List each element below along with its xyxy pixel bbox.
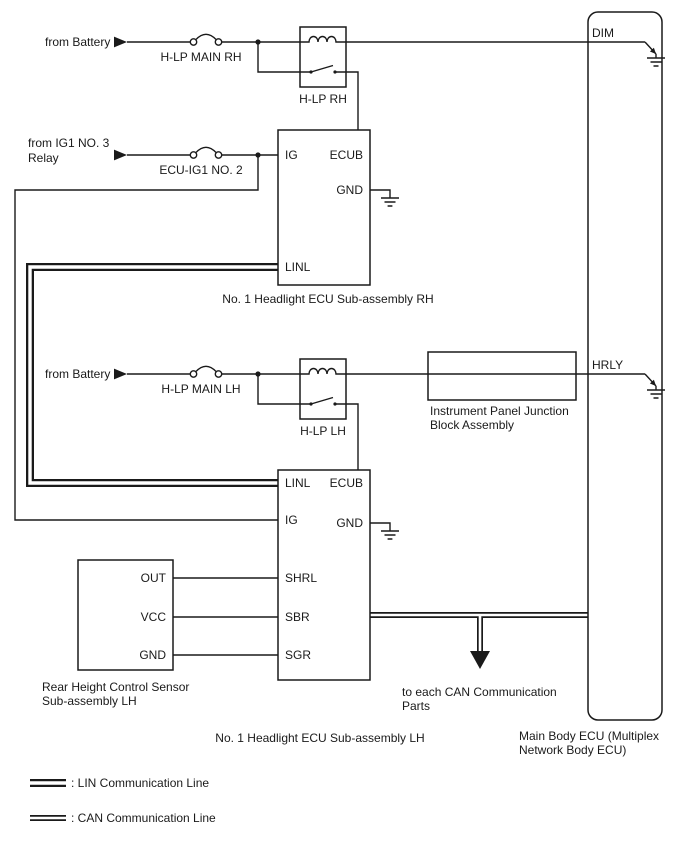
pin-shrl-lh: SHRL	[285, 571, 318, 585]
sensor-pin-gnd: GND	[139, 648, 166, 662]
junction-block-box	[428, 352, 576, 400]
pin-sgr-lh: SGR	[285, 648, 312, 662]
main-body-ecu-label-line1: Main Body ECU (Multiplex	[519, 729, 660, 743]
switch-terminal	[333, 70, 336, 73]
ecu-lh-ground-icon	[381, 531, 399, 539]
pin-linl-lh: LINL	[285, 476, 311, 490]
switch-terminal	[309, 402, 312, 405]
junction-dot	[255, 152, 260, 157]
source-battery-lh-label: from Battery	[45, 367, 111, 381]
can-communication-line	[370, 615, 588, 669]
can-branch-label-line2: Parts	[402, 699, 431, 713]
pin-gnd-rh: GND	[336, 183, 363, 197]
wire-ig-branch-to-ecu-lh	[15, 155, 278, 520]
sensor-pin-vcc: VCC	[140, 610, 166, 624]
pin-ecub-rh: ECUB	[329, 148, 363, 162]
junction-block-label-line1: Instrument Panel Junction	[430, 404, 569, 418]
switch-terminal	[309, 70, 312, 73]
fuse-terminal	[215, 371, 221, 377]
ecu-rh-label: No. 1 Headlight ECU Sub-assembly RH	[222, 292, 434, 306]
wire-relay-lh-to-ecub	[346, 404, 358, 470]
can-arrow-icon	[470, 651, 490, 669]
fuse-terminal	[190, 39, 196, 45]
ig1-arrow-icon	[114, 150, 127, 161]
fuse-element	[196, 34, 216, 39]
switch-terminal	[333, 402, 336, 405]
relay-hlp-lh-label: H-LP LH	[300, 424, 346, 438]
pin-linl-rh: LINL	[285, 260, 311, 274]
battery-arrow-rh-icon	[114, 37, 127, 48]
fuse-element	[196, 366, 216, 371]
fuse-hlp-main-lh-icon	[190, 366, 221, 377]
main-body-ecu-label-line2: Network Body ECU)	[519, 743, 627, 757]
fuse-ecu-ig1-label: ECU-IG1 NO. 2	[159, 163, 243, 177]
fuse-terminal	[215, 39, 221, 45]
pin-gnd-lh: GND	[336, 516, 363, 530]
legend-lin-label: : LIN Communication Line	[71, 776, 210, 790]
source-battery-rh-label: from Battery	[45, 35, 111, 49]
wire-ecu-lh-gnd	[370, 523, 390, 531]
fuse-terminal	[190, 152, 196, 158]
pin-ig-lh: IG	[285, 513, 298, 527]
sensor-label-line2: Sub-assembly LH	[42, 694, 137, 708]
legend-can-label: : CAN Communication Line	[71, 811, 216, 825]
fuse-element	[196, 147, 216, 152]
pin-ig-rh: IG	[285, 148, 298, 162]
wire-rh-switch-branch	[258, 42, 300, 72]
junction-dot	[255, 371, 260, 376]
sensor-label-line1: Rear Height Control Sensor	[42, 680, 190, 694]
wire-relay-rh-to-ecub	[346, 72, 358, 130]
source-ig1-label-line1: from IG1 NO. 3	[28, 136, 110, 150]
ecu-lh-label: No. 1 Headlight ECU Sub-assembly LH	[215, 731, 425, 745]
can-line-core	[370, 615, 588, 652]
legend	[30, 776, 216, 825]
fuse-hlp-main-rh-icon	[190, 34, 221, 45]
wire-ecu-rh-gnd	[370, 190, 390, 198]
battery-arrow-lh-icon	[114, 369, 127, 380]
source-ig1-label-line2: Relay	[28, 151, 59, 165]
can-branch-label-line1: to each CAN Communication	[402, 685, 557, 699]
junction-dot	[255, 39, 260, 44]
relay-hlp-rh-label: H-LP RH	[299, 92, 347, 106]
pin-ecub-lh: ECUB	[329, 476, 363, 490]
ecu-rh-ground-icon	[381, 198, 399, 206]
pin-sbr-lh: SBR	[285, 610, 310, 624]
wire-lh-switch-branch	[258, 374, 300, 404]
pin-dim: DIM	[592, 26, 614, 40]
fuse-terminal	[215, 152, 221, 158]
fuse-terminal	[190, 371, 196, 377]
fuse-ecu-ig1-icon	[190, 147, 221, 158]
junction-block-label-line2: Block Assembly	[430, 418, 515, 432]
fuse-hlp-main-rh-label: H-LP MAIN RH	[160, 50, 242, 64]
fuse-hlp-main-lh-label: H-LP MAIN LH	[161, 382, 241, 396]
pin-hrly: HRLY	[592, 358, 624, 372]
sensor-pin-out: OUT	[140, 571, 166, 585]
